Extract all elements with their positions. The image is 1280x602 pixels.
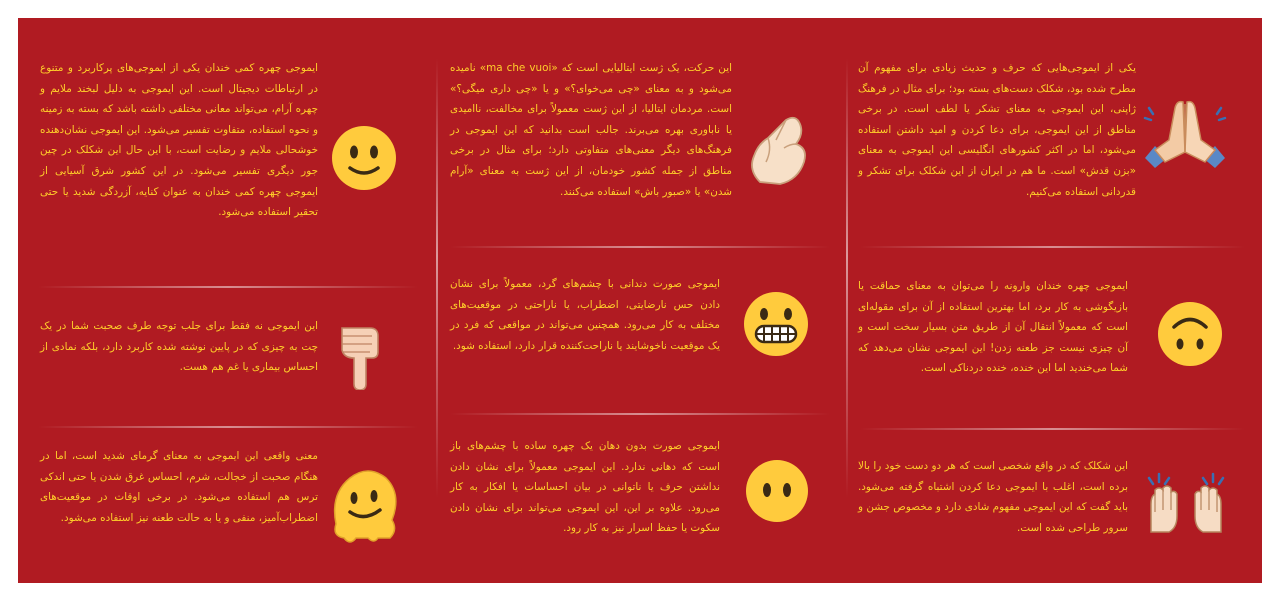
raising-hands-emoji-icon: [1143, 470, 1229, 540]
infographic-panel: [18, 18, 1262, 583]
grimacing-face-emoji-icon: [742, 290, 810, 362]
row-divider: [860, 428, 1245, 430]
description-no-mouth: ایموجی صورت بدون دهان یک چهره ساده با چشم‌های باز است که دهانی ندارد. این ایموجی معمولاً برای نشان دادن نداشتن حرف یا ناتوانی در بیان احساسات یا افکار به کار می‌رود. علاوه بر این، این ایموجی می‌تواند برای نشان دادن سکوت یا حفظ اسرار نیز به کار رود.: [450, 440, 720, 535]
backhand-index-pointing-down-emoji-icon: [336, 322, 384, 394]
description-folded-hands: یکی از ایموجی‌هایی که حرف و حدیث زیادی برای مفهوم آن مطرح شده بود، شکلک دست‌های بسته بود؛ برای مثال در فرهنگ ژاپنی، این ایموجی به معنای تشکر یا لطف است. در برخی مناطق از این ایموجی، برای دعا کردن و امید داشتن استفاده می‌شود، اما در اکثر کشورهای انگلیسی این ایموجی به معنای «بزن قدش» است. ما هم در ایران از این شکلک برای تشکر و قدردانی استفاده می‌کنیم.: [858, 62, 1136, 198]
face-without-mouth-emoji-icon: [744, 458, 810, 528]
column-divider-left: [846, 58, 848, 498]
description-pointing-down: این ایموجی نه فقط برای جلب توجه طرف صحبت شما در یک چت به چیزی که در پایین نوشته شده کاربرد دارد، بلکه نمادی از احساس بیماری یا غم هم هست.: [40, 320, 318, 374]
melting-face-emoji-icon: [328, 464, 400, 554]
slightly-smiling-face-emoji-icon: [330, 124, 398, 196]
description-melting: معنی واقعی این ایموجی به معنای گرمای شدید است، اما در هنگام صحبت از خجالت، شرم، احساس غرق شدن یا حتی اندکی ترس هم استفاده می‌شود. در برخی اوقات در موقعیت‌های اضطراب‌آمیز، منفی و یا به حالت طعنه نیز استفاده می‌شود.: [40, 450, 318, 524]
row-divider: [38, 426, 418, 428]
upside-down-face-emoji-icon: [1156, 300, 1224, 372]
pinched-fingers-emoji-icon: [746, 114, 812, 190]
description-upside-down: ایموجی چهره خندان وارونه را می‌توان به معنای حماقت یا بازیگوشی به کار برد، اما بهترین استفاده از آن برای مقوله‌ای است که معمولاً انتقال آن از طریق متن بسیار سخت است و آن چیزی نیست جز طعنه زدن! این ایموجی نشان می‌دهد که شما می‌خندید اما این خنده، خنده دردناکی است.: [858, 280, 1128, 375]
description-pinched-fingers: این حرکت، یک ژست ایتالیایی است که «ma che vuoi» نامیده می‌شود و به معنای «چی می‌خوای؟» و یا «چی داری میگی؟» است. مردمان ایتالیا، از این ژست معمولاً برای مخالفت، ناامیدی یا ناباوری بهره می‌برند. جالب است بدانید که این ایموجی در فرهنگ‌های دیگر معنی‌های متفاوتی دارد؛ برای مثال در برخی مناطق از جمله کشور خودمان، از این ژست به معنای «آرام شدن» یا «صبور باش» استفاده می‌کنند.: [450, 62, 732, 198]
row-divider: [38, 286, 418, 288]
folded-hands-emoji-icon: [1143, 96, 1227, 176]
row-divider: [860, 246, 1245, 248]
row-divider: [450, 246, 830, 248]
description-raising-hands: این شکلک که در واقع شخصی است که هر دو دست خود را بالا برده است، اغلب با ایموجی دعا کردن اشتباه گرفته می‌شود. باید گفت که این ایموجی مفهوم شادی دارد و مخصوص جشن و سرور طراحی شده است.: [858, 460, 1128, 534]
description-grimacing: ایموجی صورت دندانی با چشم‌های گرد، معمولاً برای نشان دادن حس نارضایتی، اضطراب، یا ناراحتی در موقعیت‌های مختلف به کار می‌رود. همچنین می‌تواند در مواقعی که فرد در یک موقعیت ناخوشایند یا ناراحت‌کننده قرار دارد، استفاده شود.: [450, 278, 720, 352]
column-divider-right: [436, 58, 438, 498]
description-slight-smile: ایموجی چهره کمی خندان یکی از ایموجی‌های پرکاربرد و متنوع در ارتباطات دیجیتال است. این ایموجی به دلیل لبخند ملایم و چهره آرام، می‌تواند معانی مختلفی داشته باشد که بسته به زمینه و نحوه استفاده، متفاوت تفسیر می‌شود. این ایموجی نشان‌دهنده خوشحالی ملایم و رضایت است، با این حال این شکلک در چین جور دیگری تفسیر می‌شود. در این کشور شرق آسیایی از ایموجی چهره کمی خندان به عنوان کنایه، آزردگی شدید یا حتی تحقیر استفاده می‌شود.: [40, 62, 318, 219]
row-divider: [450, 413, 830, 415]
